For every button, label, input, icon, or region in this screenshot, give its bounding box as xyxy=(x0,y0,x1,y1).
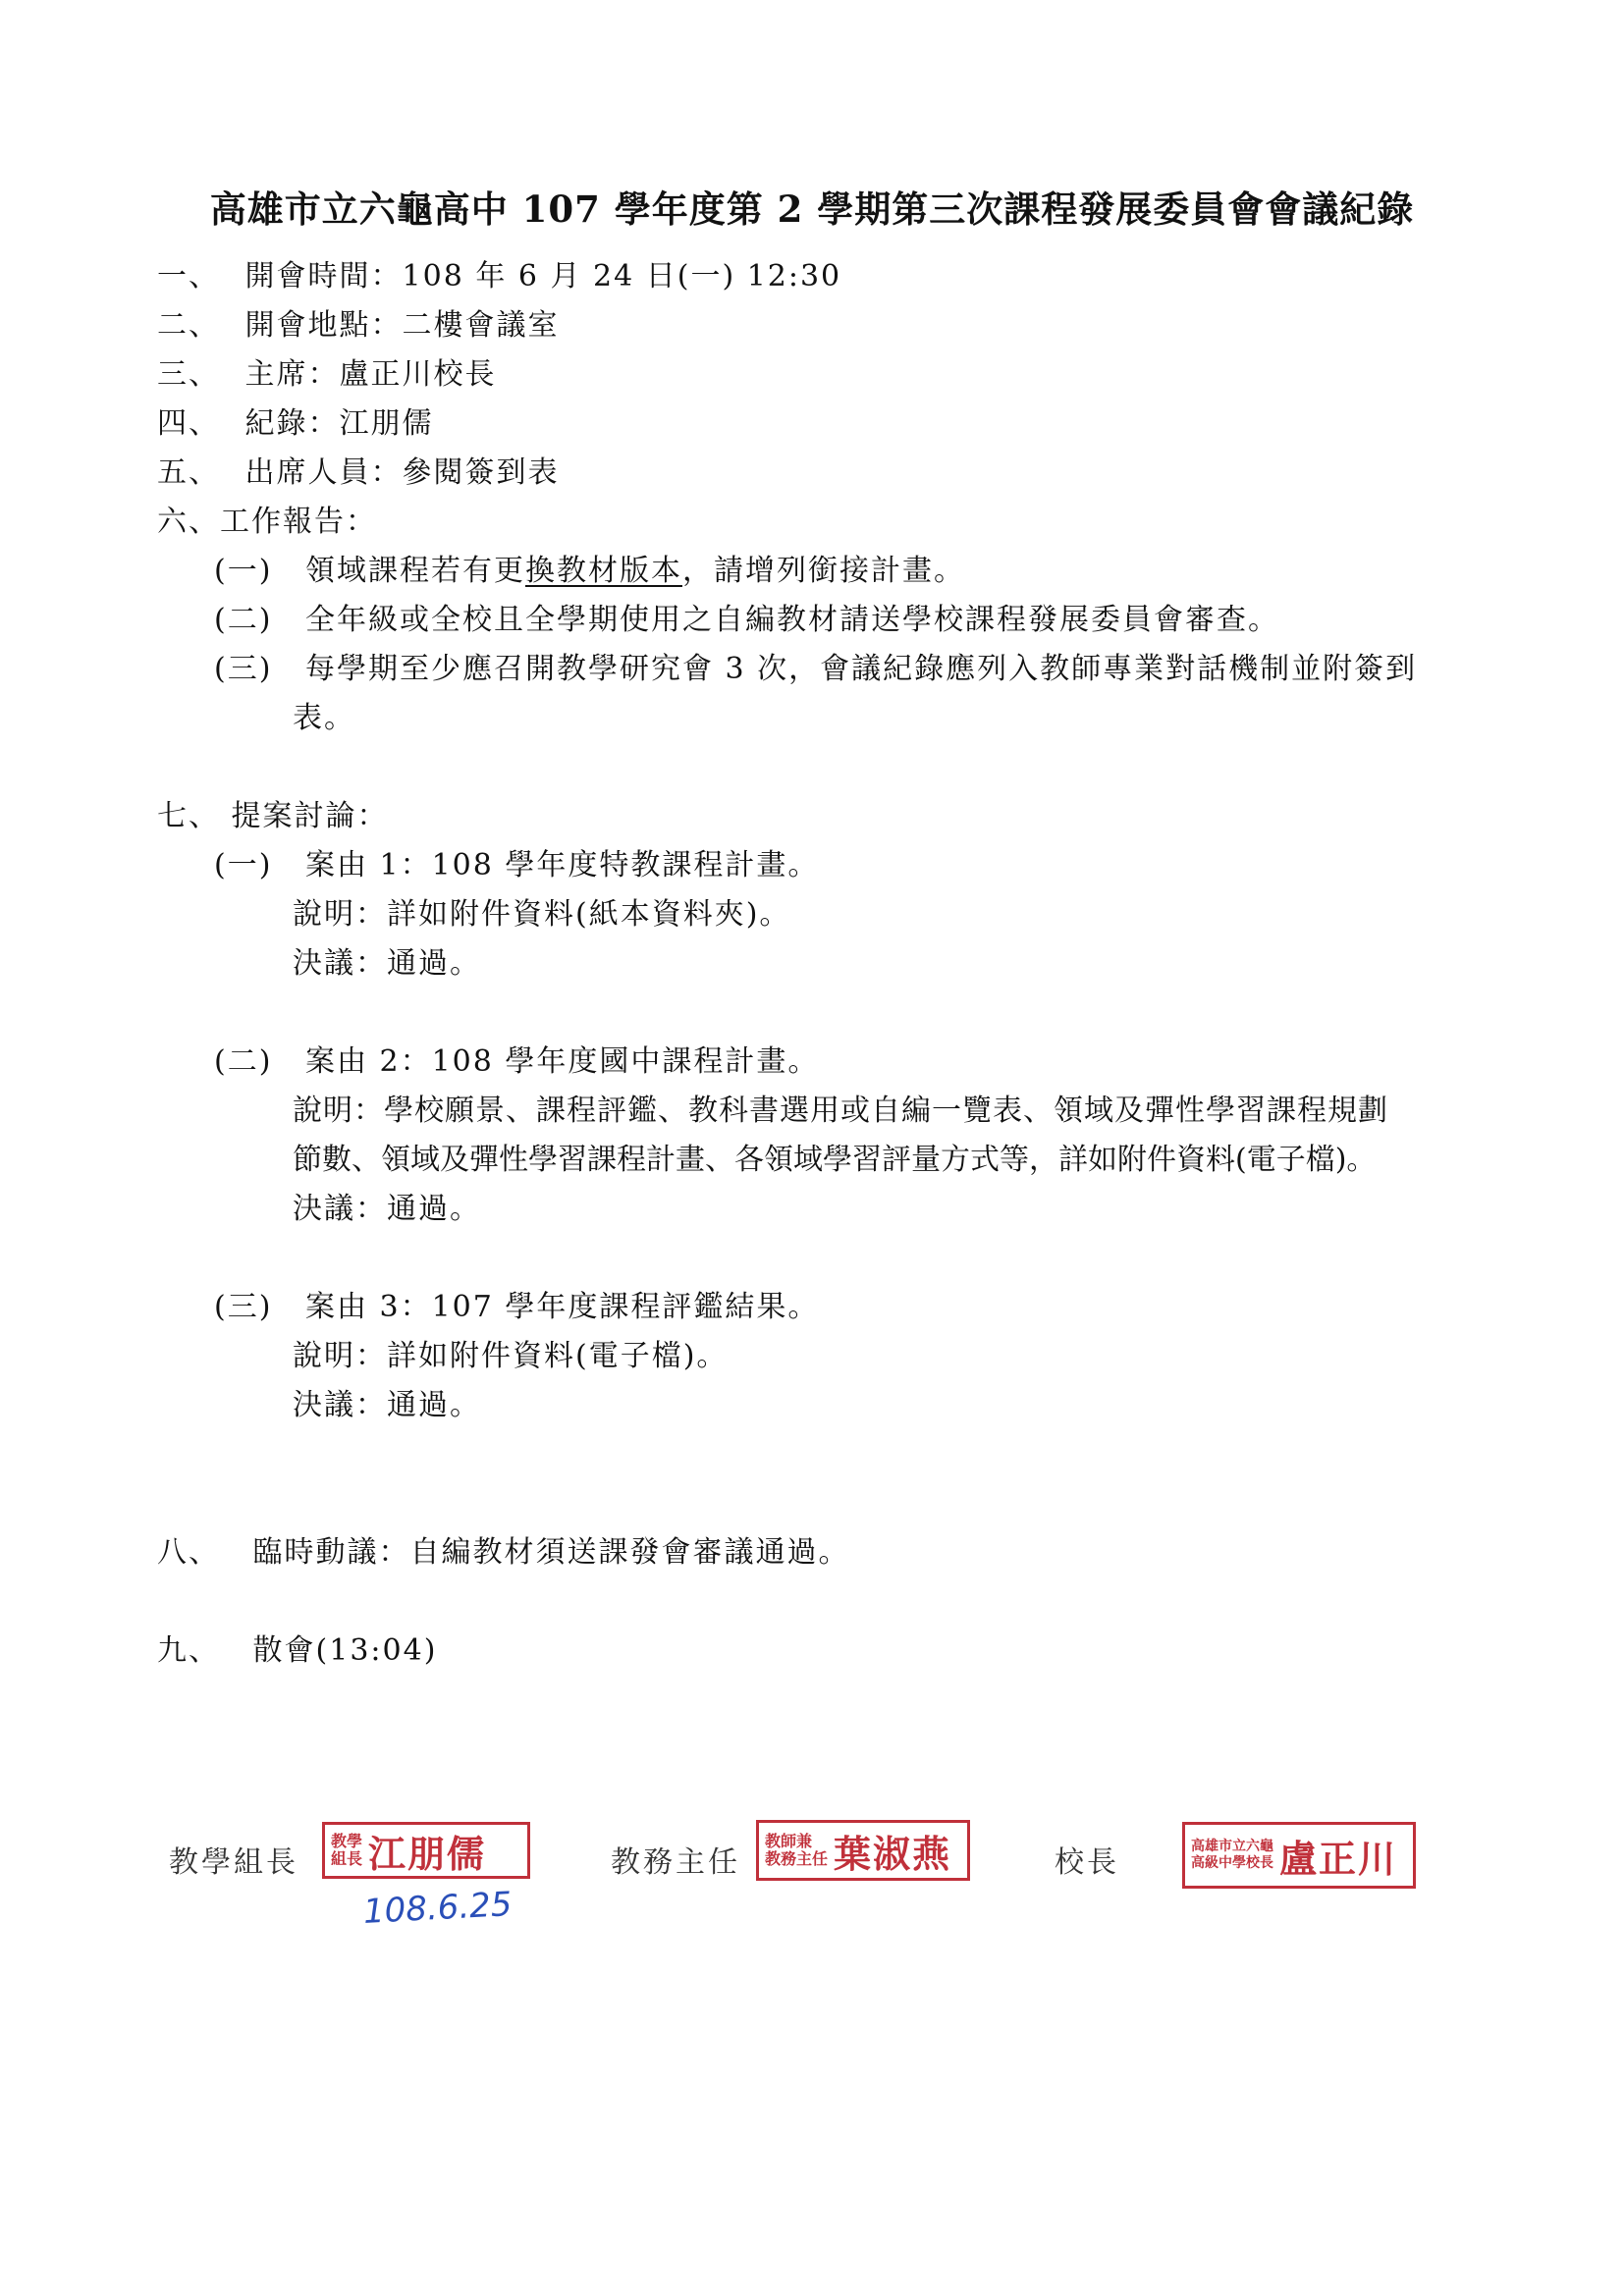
case-1-title xyxy=(214,846,819,885)
signature-label-academic-director: 教務主任 xyxy=(611,1845,740,1880)
report-heading: 六、工作報告： xyxy=(157,505,377,539)
extra-motion xyxy=(157,1533,850,1573)
case-3-description: 說明：詳如附件資料(電子檔)。 xyxy=(293,1339,729,1373)
item-text: 出席人員：參閱簽到表 xyxy=(244,455,560,490)
discussion-heading: 七、 提案討論： xyxy=(157,799,389,833)
report-item-number: (三) xyxy=(214,652,273,686)
academic-director-stamp xyxy=(756,1820,970,1881)
case-title-text: 案由 1：108 學年度特教課程計畫。 xyxy=(304,848,820,882)
stamp-name: 葉淑燕 xyxy=(834,1831,952,1876)
case-3-resolution: 決議：通過。 xyxy=(293,1388,481,1422)
item-number: 九、 xyxy=(157,1633,220,1668)
report-item-text: 每學期至少應召開教學研究會 3 次，會議紀錄應列入教師專業對話機制並附簽到 xyxy=(304,652,1418,686)
case-2-description-line-2: 節數、領域及彈性學習課程計畫、各領域學習評量方式等，詳如附件資料(電子檔)。 xyxy=(293,1143,1377,1177)
principal-stamp xyxy=(1182,1822,1416,1889)
case-title-text: 案由 3：107 學年度課程評鑑結果。 xyxy=(304,1290,820,1324)
case-2-title xyxy=(214,1042,819,1082)
signature-label-section-chief: 教學組長 xyxy=(169,1845,298,1880)
report-item-3-continuation: 表。 xyxy=(293,701,355,735)
item-meeting-location xyxy=(157,306,560,346)
report-item-number: (二) xyxy=(214,603,273,637)
item-number: 五、 xyxy=(157,455,220,490)
report-item-text-post: ，請增列銜接計畫。 xyxy=(681,554,965,588)
report-item-1 xyxy=(214,552,965,591)
item-number: 三、 xyxy=(157,357,220,392)
item-chair xyxy=(157,355,497,395)
stamp-title: 教師兼 教務主任 xyxy=(765,1832,829,1868)
item-number: 八、 xyxy=(157,1535,220,1570)
item-number: 四、 xyxy=(157,406,220,441)
report-item-number: (一) xyxy=(214,554,273,588)
case-3-title xyxy=(214,1288,819,1327)
case-title-text: 案由 2：108 學年度國中課程計畫。 xyxy=(304,1044,820,1079)
item-text: 開會地點：二樓會議室 xyxy=(244,308,560,343)
stamp-title: 高雄市立六龜 高級中學校長 xyxy=(1191,1839,1273,1871)
section-chief-stamp xyxy=(322,1822,530,1879)
item-number: 一、 xyxy=(157,259,220,294)
report-item-2 xyxy=(214,601,1279,640)
case-2-description-line-1: 說明：學校願景、課程評鑑、教科書選用或自編一覽表、領域及彈性學習課程規劃 xyxy=(293,1094,1388,1128)
case-1-resolution: 決議：通過。 xyxy=(293,946,481,981)
report-item-text-pre: 領域課程若有更 xyxy=(304,554,525,588)
adjournment xyxy=(157,1631,437,1671)
case-number: (二) xyxy=(214,1044,273,1079)
stamp-name: 盧正川 xyxy=(1279,1836,1398,1881)
item-text: 散會(13:04) xyxy=(252,1633,438,1668)
handwritten-date: 108.6.25 xyxy=(362,1885,514,1932)
item-text: 主席：盧正川校長 xyxy=(244,357,497,392)
report-item-3 xyxy=(214,650,1417,689)
stamp-title: 教學 組長 xyxy=(331,1832,363,1868)
item-text: 紀錄：江朋儒 xyxy=(244,406,434,441)
stamp-name: 江朋儒 xyxy=(368,1831,487,1876)
case-number: (一) xyxy=(214,848,273,882)
item-number: 二、 xyxy=(157,308,220,343)
item-text: 開會時間：108 年 6 月 24 日(一) 12:30 xyxy=(244,259,842,294)
item-attendees xyxy=(157,454,560,493)
case-1-description: 說明：詳如附件資料(紙本資料夾)。 xyxy=(293,897,791,932)
item-meeting-time xyxy=(157,257,841,296)
document-title: 高雄市立六龜高中 107 學年度第 2 學期第三次課程發展委員會會議紀錄 xyxy=(209,187,1415,231)
case-number: (三) xyxy=(214,1290,273,1324)
report-item-text: 全年級或全校且全學期使用之自編教材請送學校課程發展委員會審查。 xyxy=(304,603,1279,637)
signature-label-principal: 校長 xyxy=(1055,1845,1119,1880)
case-2-resolution: 決議：通過。 xyxy=(293,1192,481,1226)
report-item-underlined-text: 換教材版本 xyxy=(524,554,682,588)
item-recorder xyxy=(157,404,434,444)
item-text: 臨時動議：自編教材須送課發會審議通過。 xyxy=(252,1535,850,1570)
